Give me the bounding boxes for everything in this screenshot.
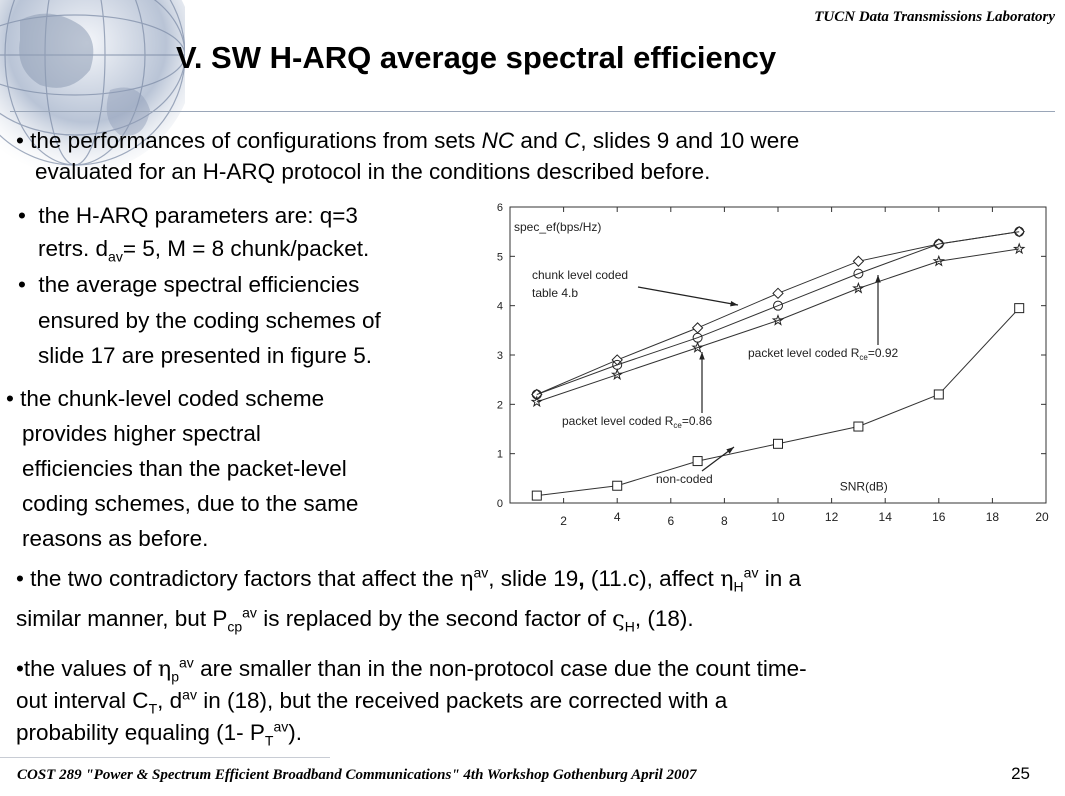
- square-marker: [1015, 304, 1024, 313]
- arrow-packet-092-head: [875, 275, 880, 283]
- y-tick-label: 2: [496, 399, 503, 412]
- series-line: [537, 232, 1019, 395]
- y-axis-label: spec_ef(bps/Hz): [514, 220, 602, 234]
- square-marker: [693, 457, 702, 466]
- bullet-chunk-level-line2: provides higher spectral: [22, 421, 261, 446]
- bullet-performances: • the performances of configurations from sets NC and C, slides 9 and 10 were: [16, 128, 800, 153]
- x-tick-label: 8: [721, 514, 728, 528]
- bullet-chunk-level-line3: efficiencies than the packet-level: [22, 456, 347, 481]
- lab-name: TUCN Data Transmissions Laboratory: [814, 9, 1055, 25]
- series-square: [532, 304, 1023, 500]
- series-diamond: [532, 227, 1024, 400]
- square-marker: [854, 422, 863, 431]
- y-tick-label: 1: [496, 448, 503, 461]
- x-tick-label: 20: [1035, 510, 1049, 524]
- star-marker: [1014, 244, 1024, 253]
- diamond-marker: [853, 256, 863, 266]
- annotation-non-coded: non-coded: [656, 472, 713, 486]
- bullet-values-eta-p: •the values of $\eta_p^{av}$ are smaller than in the non-protocol case due the count time-: [16, 654, 807, 685]
- x-tick-label: 14: [878, 510, 892, 524]
- arrow-chunk-level-head: [730, 301, 738, 306]
- y-tick-label: 6: [496, 202, 503, 214]
- spectral-efficiency-chart: [480, 195, 1060, 530]
- bullet-contradictory-factors: • the two contradictory factors that affect the $\eta^{av}$, slide 19, (11.c), affect $\eta_H^{av}$ in a: [16, 564, 801, 595]
- bullet-average-efficiencies-line3: slide 17 are presented in figure 5.: [38, 343, 372, 368]
- bullet-contradictory-factors-line2: similar manner, but $P_{cp}^{av}$ is replaced by the second factor of $\varsigma_H$, (18).: [16, 604, 694, 635]
- slide-title: V. SW H-ARQ average spectral efficiency: [176, 40, 777, 75]
- arrow-chunk-level: [638, 287, 738, 305]
- bullet-average-efficiencies: • the average spectral efficiencies: [18, 272, 360, 297]
- x-tick-label: 2: [560, 514, 567, 528]
- x-tick-label: 10: [771, 510, 785, 524]
- annotation-subscript: ce: [673, 421, 682, 430]
- x-tick-label: 16: [932, 510, 946, 524]
- annotation-subscript: ce: [859, 353, 868, 362]
- x-tick-label: 4: [613, 510, 621, 524]
- square-marker: [532, 491, 541, 500]
- annotation-chunk-level: chunk level coded: [532, 268, 629, 282]
- series-circle: [532, 227, 1023, 399]
- footer-divider: [0, 757, 330, 758]
- bullet-values-eta-p-line3: probability equaling (1- $P_T^{av}$).: [16, 718, 303, 749]
- y-tick-label: 5: [496, 251, 503, 264]
- arrow-non-coded-head: [726, 447, 734, 454]
- annotation-chunk-level-line2: table 4.b: [532, 286, 579, 300]
- arrow-packet-086-head: [699, 352, 704, 360]
- bullet-values-eta-p-line2: out interval $C_T$, $d^{av}$ in (18), but the received packets are corrected with a: [16, 686, 728, 717]
- series-line: [537, 308, 1019, 496]
- x-axis-label: SNR(dB): [839, 479, 888, 494]
- y-tick-label: 4: [496, 300, 503, 313]
- bullet-performances-line2: evaluated for an H-ARQ protocol in the conditions described before.: [35, 159, 711, 184]
- annotation-packet-092: packet level coded $R_{ce}=0.92$: [748, 346, 899, 362]
- bullet-chunk-level-line4: coding schemes, due to the same: [22, 491, 359, 516]
- x-tick-label: 6: [667, 514, 675, 528]
- bullet-harq-params-line2: retrs. $d_{av}= 5$, M = 8 chunk/packet.: [38, 236, 370, 265]
- annotation-value: =0.86: [681, 414, 713, 428]
- square-marker: [613, 481, 622, 490]
- page-number: 25: [1011, 764, 1030, 783]
- bullet-chunk-level-line5: reasons as before.: [22, 526, 209, 551]
- bullet-harq-params: • the H-ARQ parameters are: q=3: [18, 203, 358, 228]
- series-line: [537, 232, 1019, 395]
- x-tick-label: 18: [985, 510, 1000, 524]
- y-tick-label: 0: [496, 498, 503, 510]
- bullet-chunk-level: • the chunk-level coded scheme: [6, 386, 325, 411]
- title-divider: [10, 111, 1055, 112]
- square-marker: [774, 439, 783, 448]
- x-tick-label: 12: [824, 510, 839, 524]
- diamond-marker: [773, 288, 783, 298]
- diamond-marker: [693, 323, 703, 333]
- annotation-value: =0.92: [867, 346, 899, 360]
- y-tick-label: 3: [496, 350, 503, 362]
- annotation-packet-086: packet level coded $R_{ce}=0.86$: [562, 414, 713, 430]
- bullet-dot: •: [16, 128, 24, 153]
- bullet-average-efficiencies-line2: ensured by the coding schemes of: [38, 308, 381, 333]
- footer-text: COST 289 "Power & Spectrum Efficient Broadband Communications" 4th Workshop Gothenburg April 2007: [17, 767, 697, 783]
- square-marker: [934, 390, 943, 399]
